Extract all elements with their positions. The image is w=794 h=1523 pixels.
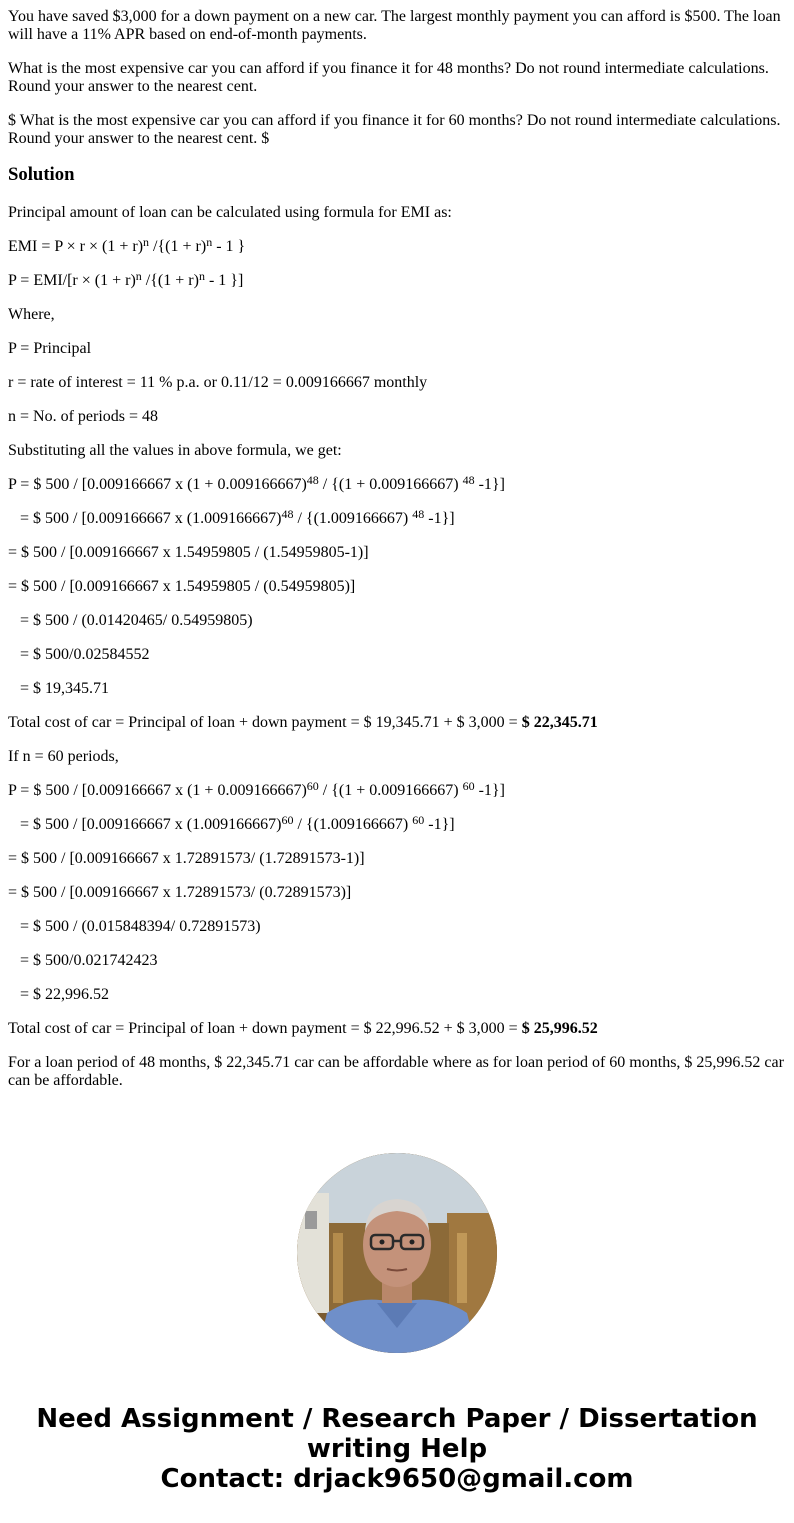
total-60: Total cost of car = Principal of loan + down payment = $ 22,996.52 + $ 3,000 = $ 25,996.52 xyxy=(8,1020,598,1037)
footer-contact: Contact: drjack9650@gmail.com xyxy=(160,1464,634,1494)
solution-intro: Principal amount of loan can be calculated using formula for EMI as: xyxy=(8,204,452,221)
question-intro: You have saved $3,000 for a down payment on a new car. The largest monthly payment you can afford is $500. The loan will have a 11% APR based on end-of-month payments. xyxy=(8,8,781,43)
question-48-months: What is the most expensive car you can afford if you finance it for 48 months? Do not round intermediate calculations. Round your answer to the nearest cent. xyxy=(8,60,769,95)
footer-line-1: Need Assignment / Research Paper / Dissertation xyxy=(36,1404,758,1434)
footer-line-2: writing Help xyxy=(306,1434,488,1464)
calc60-line4: = $ 500 / [0.009166667 x 1.72891573/ (0.72891573)] xyxy=(8,884,352,901)
substitution-text: Substituting all the values in above formula, we get: xyxy=(8,442,342,459)
calc60-line6: = $ 500/0.021742423 xyxy=(20,952,158,969)
calc60-line2: = $ 500 / [0.009166667 x $(1.009166667)^{60} / \{(1.009166667)$ $^{60}$ -1}] xyxy=(20,813,455,833)
definition-periods: n = No. of periods = 48 xyxy=(8,408,159,425)
calc60-line3: = $ 500 / [0.009166667 x 1.72891573/ (1.72891573-1)] xyxy=(8,850,365,867)
total-60-value: $ 25,996.52 xyxy=(521,1020,598,1037)
calc60-line5: = $ 500 / (0.015848394/ 0.72891573) xyxy=(20,918,261,935)
question-60-months: $ What is the most expensive car you can afford if you finance it for 60 months? Do not round intermediate calculations. Round your answer to the nearest cent. $ xyxy=(8,112,781,147)
calc48-line4: = $ 500 / [0.009166667 x 1.54959805 / (0.54959805)] xyxy=(8,578,356,595)
calc48-line5: = $ 500 / (0.01420465/ 0.54959805) xyxy=(20,612,253,629)
where-label: Where, xyxy=(8,306,55,323)
calc48-line1: P = $ 500 / [0.009166667 x $(1 + 0.009166667)^{48} / \{(1 + 0.009166667)$ $^{48}$ -1}] xyxy=(8,473,505,493)
emi-formula: EMI = $P \times r \times (1 + r)^n$ $/\{(1 + r)^n - 1$ } xyxy=(8,235,246,255)
avatar-photo xyxy=(297,1153,497,1353)
footer-banner xyxy=(0,1404,794,1494)
calc48-line6: = $ 500/0.02584552 xyxy=(20,646,150,663)
if-60-periods: If n = 60 periods, xyxy=(8,748,119,765)
total-48: Total cost of car = Principal of loan + down payment = $ 19,345.71 + $ 3,000 = $ 22,345.71 xyxy=(8,714,598,731)
total-48-value: $ 22,345.71 xyxy=(521,714,598,731)
definition-principal: P = Principal xyxy=(8,340,92,357)
calc48-line3: = $ 500 / [0.009166667 x 1.54959805 / (1.54959805-1)] xyxy=(8,544,369,561)
definition-rate: r = rate of interest = 11 % p.a. or 0.11/12 = 0.009166667 monthly xyxy=(8,374,428,391)
calc60-line7: = $ 22,996.52 xyxy=(20,986,110,1003)
solution-heading: Solution xyxy=(8,164,75,185)
calc48-line2: = $ 500 / [0.009166667 x $(1.009166667)^{48} / \{(1.009166667)$ $^{48}$ -1}] xyxy=(20,507,455,527)
calc48-line7: = $ 19,345.71 xyxy=(20,680,110,697)
author-avatar xyxy=(297,1153,497,1353)
principal-formula: $P = EMI/[r \times (1 + r)^n$ $/\{(1 + r)^n - 1$ }] xyxy=(8,269,244,289)
calc60-line1: P = $ 500 / [0.009166667 x $(1 + 0.009166667)^{60} / \{(1 + 0.009166667)$ $^{60}$ -1}] xyxy=(8,779,505,799)
conclusion: For a loan period of 48 months, $ 22,345.71 car can be affordable where as for loan period of 60 months, $ 25,996.52 car can be affordable. xyxy=(8,1054,784,1089)
